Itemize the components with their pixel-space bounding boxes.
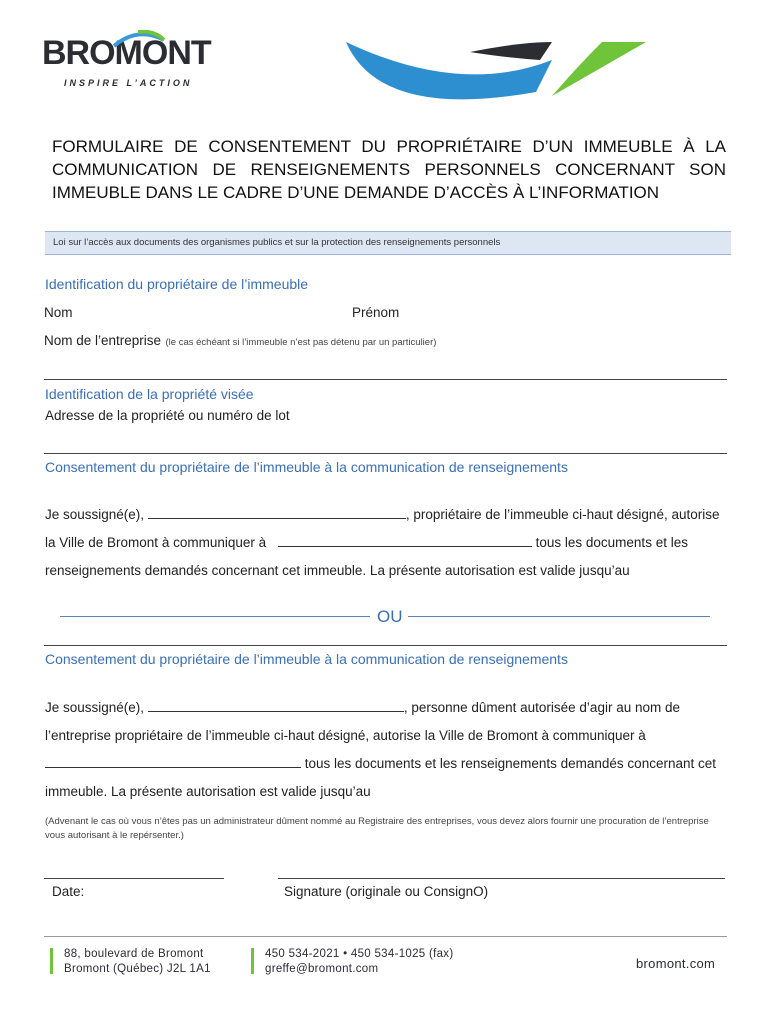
entreprise-label: Nom de l’entreprise: [44, 333, 162, 348]
representative-name-blank[interactable]: [148, 699, 404, 712]
form-title: FORMULAIRE DE CONSENTEMENT DU PROPRIÉTAIRE D’UN IMMEUBLE À LA COMMUNICATION DE RENSEIGNEMENTS PERSONNELS CONCERNANT SON IMMEUBLE DANS LE CADRE D’UNE DEMANDE D’ACCÈS À L’INFORMATION: [52, 137, 726, 202]
footer-accent-bar: [251, 948, 254, 974]
nom-label: Nom: [44, 305, 73, 320]
entreprise-row: [44, 332, 436, 350]
consent-2-paragraph: Je soussigné(e), , personne dûment autorisée d’agir au nom de l’entreprise propriétaire de l’immeuble ci-haut désigné, autorise la Ville de Bromont à communiquer à tous les documents et les renseignements demandés concernant cet immeuble. La présente autorisation est valide jusqu’au: [45, 700, 716, 799]
section-heading-owner: Identification du propriétaire de l’immeuble: [45, 276, 309, 292]
section-heading-property: Identification de la propriété visée: [45, 386, 254, 402]
divider: [44, 453, 727, 454]
law-reference-text: Loi sur l’accès aux documents des organismes publics et sur la protection des renseignements personnels: [53, 237, 501, 248]
adresse-label: Adresse de la propriété ou numéro de lot: [45, 408, 290, 423]
section-heading-consent-2: Consentement du propriétaire de l’immeuble à la communication de renseignements: [45, 651, 568, 667]
owner-name-blank[interactable]: [148, 506, 406, 519]
ou-label: OU: [377, 607, 403, 626]
date-label: Date:: [52, 884, 85, 899]
entreprise-note: (le cas échéant si l’immeuble n’est pas détenu par un particulier): [165, 337, 437, 348]
brand-swoosh-icon: [340, 38, 660, 116]
recipient-blank-2[interactable]: [45, 755, 301, 768]
footer-address: 88, boulevard de Bromont Bromont (Québec) J2L 1A1: [64, 948, 211, 975]
recipient-blank[interactable]: [278, 534, 532, 547]
footer-contact: 450 534-2021 • 450 534-1025 (fax) greffe@bromont.com: [265, 948, 454, 975]
ou-line-left: [60, 616, 370, 617]
logo-wordmark: BROMONT: [42, 34, 211, 72]
logo-arc-icon: [108, 30, 168, 48]
ou-line-right: [408, 616, 710, 617]
consent-1-paragraph: Je soussigné(e), , propriétaire de l’immeuble ci-haut désigné, autorise la Ville de Bromont à communiquer à tous les documents et les renseignements demandés concernant cet immeuble. La présente autorisation est valide jusqu’au: [45, 507, 720, 578]
signature-label: Signature (originale ou ConsignO): [284, 884, 489, 899]
logo-tagline: INSPIRE L’ACTION: [64, 78, 193, 88]
divider: [44, 379, 727, 380]
section-heading-consent-1: Consentement du propriétaire de l’immeuble à la communication de renseignements: [45, 459, 568, 475]
divider: [44, 645, 727, 646]
law-reference-bar: [45, 231, 731, 255]
signature-line[interactable]: [278, 878, 725, 879]
prenom-label: Prénom: [352, 305, 400, 320]
footer-divider: [44, 936, 727, 937]
procuration-note: (Advenant le cas où vous n’êtes pas un administrateur dûment nommé au Registraire des entreprises, vous devez alors fournir une procuration de l’entreprise vous autorisant à le repérsenter.): [45, 816, 709, 841]
footer-email[interactable]: greffe@bromont.com: [265, 963, 379, 975]
footer-accent-bar: [50, 948, 53, 974]
footer-website[interactable]: bromont.com: [636, 956, 716, 971]
date-line[interactable]: [44, 878, 224, 879]
